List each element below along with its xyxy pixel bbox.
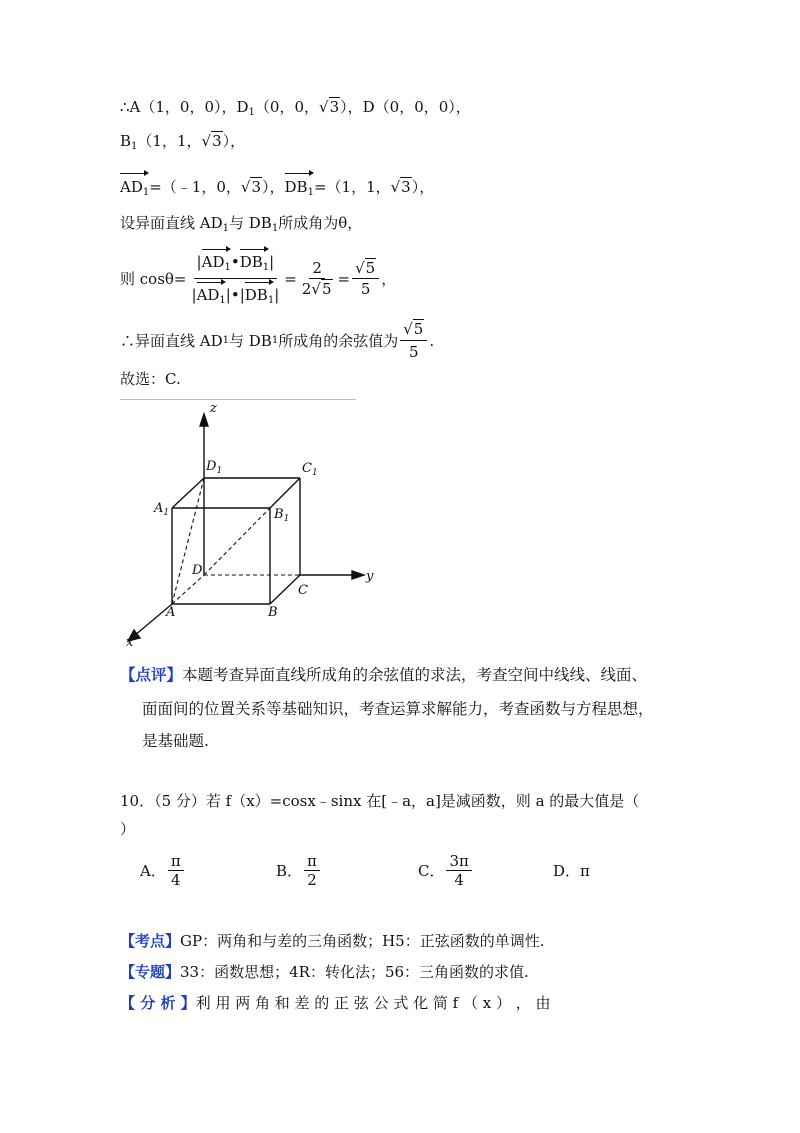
solution-line-2: $B_1(1$，1，√3）， bbox=[120, 132, 246, 152]
fenxi-line: 【 分 析 】利 用 两 角 和 差 的 正 弦 公 式 化 简 f （ x ） ， 由 bbox=[120, 994, 551, 1012]
kaodian-line: 【考点】GP：两角和与差的三角函数；H5：正弦函数的单调性. bbox=[120, 932, 545, 950]
svg-text:C1: $C_1$ bbox=[302, 461, 318, 478]
svg-text:D1: $D_1$ bbox=[206, 459, 223, 476]
comment-line-2: 面面间的位置关系等基础知识，考查运算求解能力，考查函数与方程思想， bbox=[142, 700, 654, 718]
z-axis-arrow bbox=[200, 414, 208, 426]
svg-text:B: B bbox=[268, 605, 278, 620]
vector-db1: $DB_1$ bbox=[285, 170, 314, 204]
comment-line-1: 【点评】本题考查异面直线所成角的余弦值的求法，考查空间中线线、线面、 bbox=[120, 665, 648, 684]
option-b[interactable]: B． $\frac{\pi}{2}$ bbox=[276, 852, 322, 889]
question-10-line-2: ） bbox=[120, 820, 136, 838]
cos-fraction: $\frac{|AD_1•DB_1|}{|AD_1|•|DB_1|}$ bbox=[189, 246, 283, 311]
comment-line-3: 是基础题. bbox=[142, 732, 209, 750]
solution-line-1: ∴A（1，0，0），$D_1(0$，0，√3），D（0，0，0）， bbox=[120, 98, 471, 118]
question-10-line-1: 10．（5 分）若 f（x）=cosx﹣sinx 在[﹣a，a]是减函数，则 a 的最大值是（ bbox=[120, 792, 640, 810]
svg-text:A: A bbox=[166, 605, 176, 620]
svg-text:x: x bbox=[126, 635, 134, 650]
option-a[interactable]: A． $\frac{\pi}{4}$ bbox=[140, 852, 186, 889]
svg-text:y: y bbox=[366, 569, 374, 584]
svg-text:A1: $A_1$ bbox=[154, 501, 170, 518]
svg-text:D: D bbox=[192, 563, 203, 578]
option-d[interactable]: D．π bbox=[553, 862, 590, 880]
vector-line: $AD_1=(﹣1$，0，√3），$DB_1=(1$，1，√3）， bbox=[120, 170, 434, 204]
solution-line-6: ∴异面直线 AD 1 与 DB 1 所成角的余弦值为 $\frac{√5}{5}$ . bbox=[120, 320, 435, 361]
vector-ad1: $AD_1$ bbox=[120, 170, 149, 204]
answer-line: 故选：C. bbox=[120, 370, 181, 388]
sqrt-3: √3 bbox=[201, 132, 222, 150]
option-c[interactable]: C． $\frac{3\pi}{4}$ bbox=[418, 852, 474, 889]
line-db1 bbox=[204, 508, 270, 575]
cube-diagram bbox=[120, 400, 380, 650]
cos-formula: 则 cosθ= $\frac{|AD_1•DB_1|}{|AD_1|•|DB_1|}$ = $\frac{2}{2√5}$ = $\frac{√5}{5}$ ， bbox=[120, 246, 396, 311]
svg-text:z: z bbox=[210, 401, 217, 416]
line-ad1 bbox=[172, 478, 204, 604]
svg-text:C: C bbox=[298, 583, 308, 598]
sqrt-3: √3 bbox=[319, 98, 340, 116]
svg-text:B1: $B_1$ bbox=[274, 507, 290, 524]
y-axis-arrow bbox=[352, 571, 364, 579]
solution-line-4: 设异面直线 $AD_1$与 $DB_1$所成角为θ， bbox=[120, 214, 363, 234]
comment-tag: 【点评】 bbox=[120, 665, 183, 684]
zhuanti-line: 【专题】33：函数思想；4R：转化法；56：三角函数的求值. bbox=[120, 963, 529, 981]
